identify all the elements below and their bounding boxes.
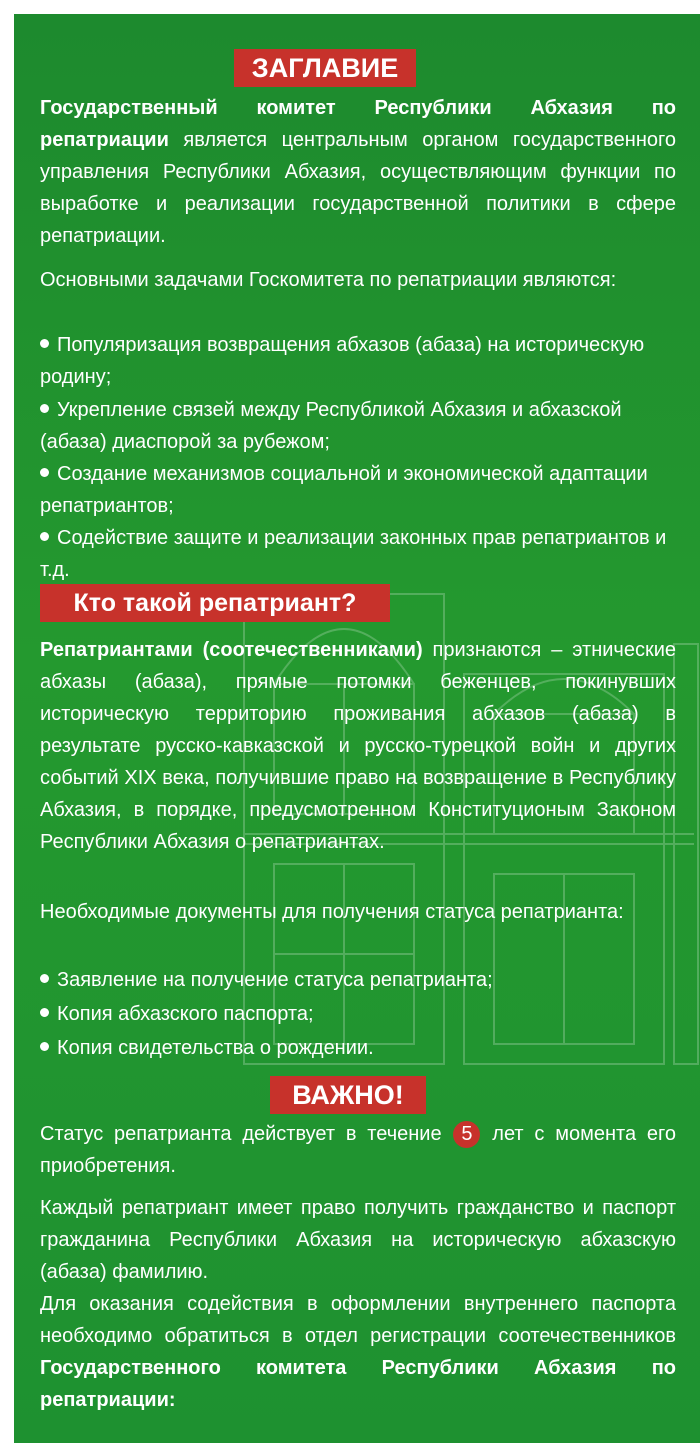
section-heading-repatriant: Кто такой репатриант?	[40, 584, 390, 622]
contact-text: Для оказания содействия в оформлении внутреннего паспорта необходимо обратиться в отдел регистрации соотечественников	[40, 1293, 676, 1347]
bullet-icon	[40, 404, 49, 413]
task-item: Содействие защите и реализации законных прав репатриантов и т.д.	[40, 527, 667, 581]
section-heading-title: ЗАГЛАВИЕ	[234, 49, 416, 87]
task-item: Популяризация возвращения абхазов (абаза) на историческую родину;	[40, 334, 645, 388]
years-count-badge: 5	[453, 1121, 480, 1148]
contact-paragraph	[40, 1288, 676, 1416]
bullet-icon	[40, 532, 49, 541]
contact-bold-text: Государственного комитета Республики Абхазия по репатриации:	[40, 1357, 676, 1411]
tasks-intro: Основными задачами Госкомитета по репатриации являются:	[40, 269, 617, 291]
definition-bold-text: Репатриантами (соотечественниками)	[40, 639, 423, 661]
intro-bold-text: Государственный комитет Республики Абхазия по репатриации	[40, 97, 676, 151]
definition-paragraph	[40, 634, 676, 858]
leaflet-page	[14, 14, 700, 1443]
documents-intro: Необходимые документы для получения статуса репатрианта:	[40, 901, 624, 923]
definition-text: признаются – этнические абхазы (абаза), прямые потомки беженцев, покинувших историческую территорию проживания абхазов (абаза) в результате русско-кавказской и русско-турецкой войн и других событий XIX века, получившие право на возвращение в Республику Абхазия, в порядке, предусмотренном Конституционым Законом Республики Абхазия о репатриантах.	[40, 639, 677, 853]
bullet-icon	[40, 1042, 49, 1051]
status-validity-paragraph: Статус репатрианта действует в течение 5 лет с момента его приобретения.	[40, 1123, 677, 1177]
bullet-icon	[40, 1008, 49, 1017]
task-item: Укрепление связей между Республикой Абхазия и абхазской (абаза) диаспорой за рубежом;	[40, 399, 622, 453]
document-item: Заявление на получение статуса репатрианта;	[40, 964, 676, 996]
task-item: Создание механизмов социальной и экономической адаптации репатриантов;	[40, 463, 648, 517]
intro-text: является центральным органом государственного управления Республики Абхазия, осуществляющим функции по выработке и реализации государственной политики в сфере репатриации.	[40, 129, 676, 247]
intro-paragraph	[40, 92, 676, 252]
document-item: Копия абхазского паспорта;	[40, 998, 676, 1030]
bullet-icon	[40, 339, 49, 348]
bullet-icon	[40, 468, 49, 477]
document-item: Копия свидетельства о рождении.	[40, 1032, 676, 1064]
bullet-icon	[40, 974, 49, 983]
section-heading-important: ВАЖНО!	[270, 1076, 426, 1114]
citizenship-paragraph: Каждый репатриант имеет право получить гражданство и паспорт гражданина Республики Абхазия на историческую абхазскую (абаза) фамилию.	[40, 1197, 676, 1283]
